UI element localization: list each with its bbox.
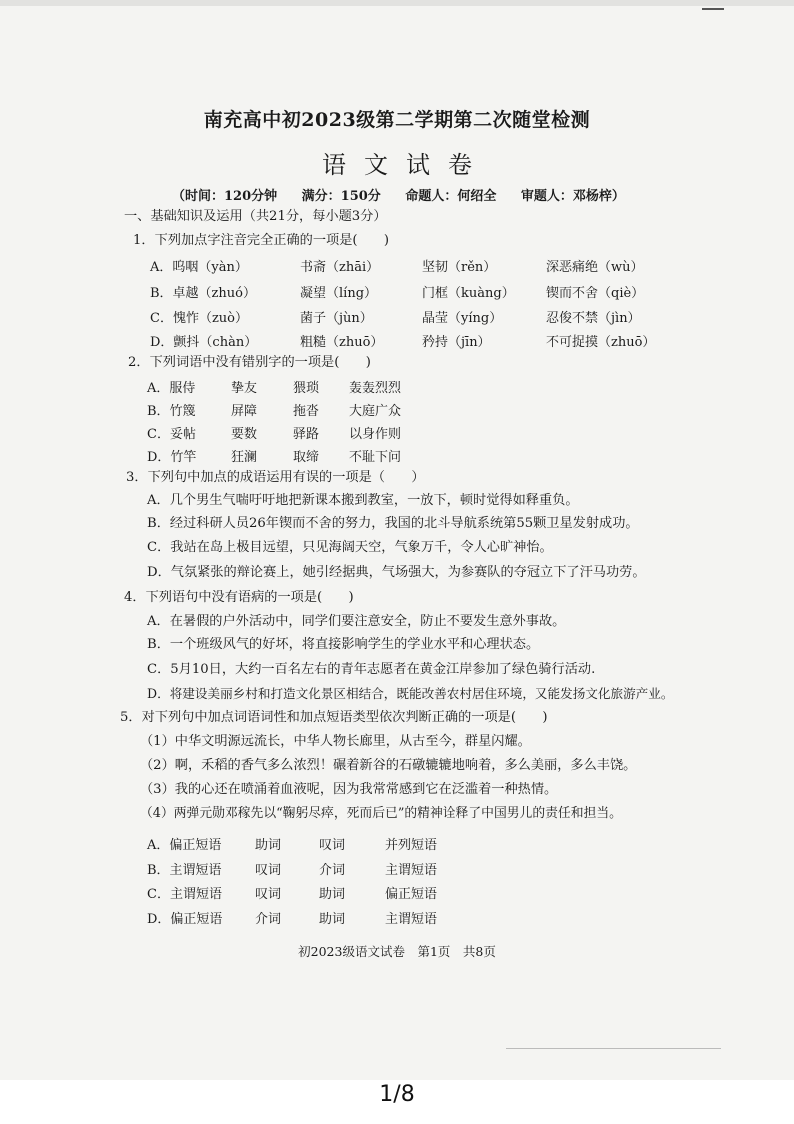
exam-meta — [172, 185, 732, 204]
question-3-option-d: D．气氛紧张的辩论赛上，她引经据典，气场强大，为参赛队的夺冠立下了汗马功劳。 — [147, 565, 646, 580]
meta-author: 命题人：何绍全 — [405, 189, 497, 204]
option-cell: 大庭广众 — [349, 404, 402, 419]
question-3-option-a: A．几个男生气喘吁吁地把新课本搬到教室，一放下，顿时觉得如释重负。 — [147, 493, 579, 508]
option-cell: 菌子（jùn） — [300, 311, 373, 326]
option-cell: 叹词 — [255, 863, 282, 878]
question-4-stem: 4．下列语句中没有语病的一项是( ) — [124, 590, 354, 605]
option-cell: 叹词 — [255, 887, 282, 902]
option-cell: 驿路 — [293, 427, 320, 442]
option-cell: 忍俊不禁（jìn） — [546, 311, 641, 326]
option-cell: C．愧怍（zuò） — [150, 311, 248, 326]
option-cell: 主谓短语 — [385, 912, 438, 927]
option-cell: 不耻下问 — [349, 450, 402, 465]
option-cell: D．颤抖（chàn） — [150, 335, 258, 350]
option-cell: 偏正短语 — [385, 887, 438, 902]
option-cell: 书斋（zhāi） — [300, 260, 380, 275]
question-4-option-d: D．将建设美丽乡村和打造文化景区相结合，既能改善农村居住环境，又能发扬文化旅游产业。 — [147, 686, 674, 701]
option-cell: 粗糙（zhuō） — [300, 335, 384, 350]
question-5-sentence-3: （3）我的心还在喷涌着血液呢，因为我常常感到它在泛滥着一种热情。 — [140, 782, 558, 797]
exam-subtitle: 语文试卷 — [322, 151, 490, 179]
option-cell: 叹词 — [319, 838, 346, 853]
scan-rule — [506, 1048, 721, 1049]
page-footer: 初2023级语文试卷 第1页 共8页 — [298, 944, 496, 959]
option-cell: 晶莹（yíng） — [422, 311, 503, 326]
option-cell: 坚韧（rěn） — [422, 260, 497, 275]
question-1-stem: 1．下列加点字注音完全正确的一项是( ) — [133, 233, 390, 248]
option-cell: C．主谓短语 — [147, 887, 222, 902]
option-cell: 介词 — [255, 912, 282, 927]
option-cell: B．竹篾 — [147, 404, 196, 419]
option-cell: 并列短语 — [385, 838, 438, 853]
meta-score: 满分：150分 — [301, 189, 381, 204]
question-5-sentence-2: （2）啊，禾稻的香气多么浓烈！碾着新谷的石礅辘辘地响着，多么美丽，多么丰饶。 — [140, 758, 637, 773]
option-cell: D．偏正短语 — [147, 912, 223, 927]
option-cell: 凝望（líng） — [300, 286, 378, 301]
scan-edge — [0, 0, 794, 6]
question-3-option-b: B．经过科研人员26年锲而不舍的努力，我国的北斗导航系统第55颗卫星发射成功。 — [147, 516, 639, 531]
question-4-option-a: A．在暑假的户外活动中，同学们要注意安全，防止不要发生意外事故。 — [147, 614, 566, 629]
meta-time: （时间：120分钟 — [172, 189, 278, 204]
option-cell: 不可捉摸（zhuō） — [546, 335, 656, 350]
option-cell: 门框（kuàng） — [422, 286, 515, 301]
question-4-option-b: B．一个班级风气的好坏，将直接影响学生的学业水平和心理状态。 — [147, 637, 540, 652]
option-cell: 要数 — [231, 427, 258, 442]
option-cell: 猥琐 — [293, 381, 320, 396]
option-cell: B．主谓短语 — [147, 863, 222, 878]
option-cell: D．竹竿 — [147, 450, 197, 465]
option-cell: C．妥帖 — [147, 427, 196, 442]
option-cell: 助词 — [255, 838, 282, 853]
question-5-sentence-4: （4）两弹元勋邓稼先以“鞠躬尽瘁，死而后已”的精神诠释了中国男儿的责任和担当。 — [140, 806, 622, 821]
exam-title: 南充高中初2023级第二学期第二次随堂检测 — [203, 109, 591, 131]
option-cell: A．呜咽（yàn） — [150, 260, 248, 275]
option-cell: 轰轰烈烈 — [349, 381, 402, 396]
page-indicator: 1/8 — [379, 1082, 415, 1107]
option-cell: 介词 — [319, 863, 346, 878]
question-3-stem: 3．下列句中加点的成语运用有误的一项是（ ） — [126, 470, 425, 485]
option-cell: 狂澜 — [231, 450, 258, 465]
option-cell: 助词 — [319, 912, 346, 927]
question-2-stem: 2．下列词语中没有错别字的一项是( ) — [128, 355, 371, 370]
option-cell: 主谓短语 — [385, 863, 438, 878]
question-4-option-c: C．5月10日，大约一百名左右的青年志愿者在黄金江岸参加了绿色骑行活动. — [147, 662, 596, 677]
meta-reviewer: 审题人：邓杨梓） — [520, 189, 625, 204]
option-cell: 矜持（jīn） — [422, 335, 491, 350]
option-cell: A．服侍 — [147, 381, 196, 396]
option-cell: 锲而不舍（qiè） — [546, 286, 645, 301]
option-cell: 拖沓 — [293, 404, 320, 419]
option-cell: 以身作则 — [349, 427, 402, 442]
section-heading: 一、基础知识及运用（共21分，每小题3分） — [124, 209, 387, 224]
question-5-sentence-1: （1）中华文明源远流长，中华人物长廊里，从古至今，群星闪耀。 — [140, 734, 531, 749]
option-cell: 深恶痛绝（wù） — [546, 260, 644, 275]
option-cell: 屏障 — [231, 404, 258, 419]
question-3-option-c: C．我站在岛上极目远望，只见海阔天空，气象万千，令人心旷神怡。 — [147, 540, 553, 555]
option-cell: 助词 — [319, 887, 346, 902]
option-cell: B．卓越（zhuó） — [150, 286, 256, 301]
option-cell: A．偏正短语 — [147, 838, 222, 853]
option-cell: 挚友 — [231, 381, 258, 396]
question-5-stem: 5．对下列句中加点词语词性和加点短语类型依次判断正确的一项是( ) — [120, 710, 548, 725]
option-cell: 取缔 — [293, 450, 320, 465]
scan-mark — [702, 8, 724, 10]
